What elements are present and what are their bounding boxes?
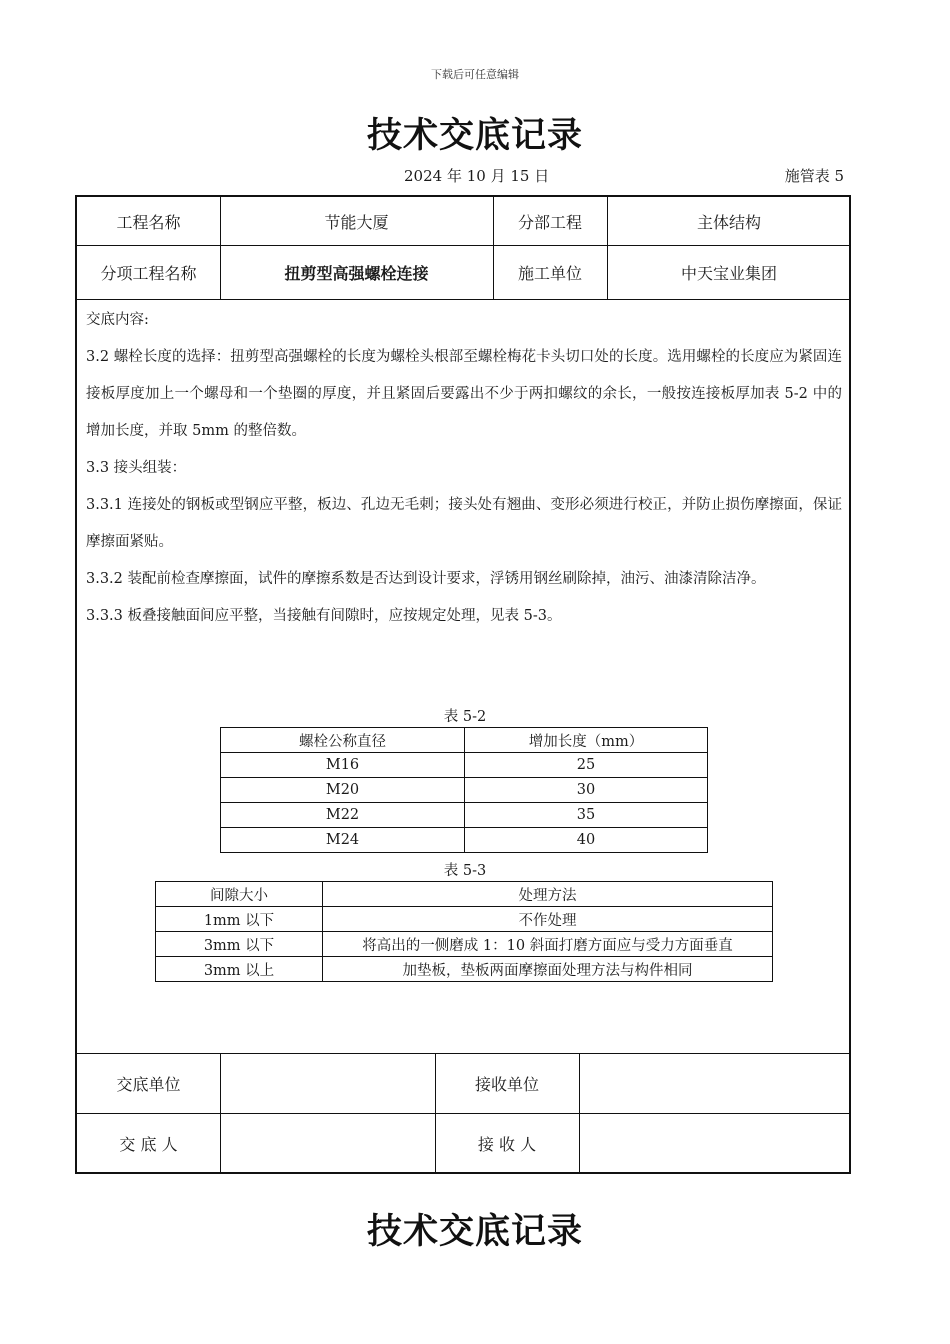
table-cell: 30 (465, 778, 708, 803)
content-paragraph: 3.2 螺栓长度的选择：扭剪型高强螺栓的长度为螺栓头根部至螺栓梅花卡头切口处的长度。选用螺栓的长度应为紧固连接板厚度加上一个螺母和一个垫圈的厚度，并且紧固后要露出不少于两扣螺纹的余长，一般按连接板厚加表 5-2 中的增加长度，并取 5mm 的整倍数。 (86, 349, 842, 439)
signature-row-units (77, 1053, 849, 1114)
content-paragraph: 3.3 接头组装： (86, 460, 187, 476)
bolt-length-table (220, 727, 708, 853)
content-paragraph: 3.3.1 连接处的钢板或型钢应平整，板边、孔边无毛刺；接头处有翘曲、变形必须进行校正，并防止损伤摩擦面，保证摩擦面紧贴。 (86, 497, 842, 550)
table-cell: M24 (221, 828, 465, 853)
table-row (221, 753, 708, 778)
table-row (156, 957, 773, 982)
table-cell: M22 (221, 803, 465, 828)
table-cell: 25 (465, 753, 708, 778)
content-heading: 交底内容: (86, 312, 149, 328)
issuer-person-label: 交 底 人 (119, 1134, 178, 1154)
record-form (75, 195, 851, 1174)
table53-caption: 表 5-3 (443, 863, 487, 879)
edit-note: 下载后可任意编辑 (431, 68, 519, 81)
disclosure-content (86, 302, 842, 635)
receiver-unit-field[interactable] (579, 1054, 851, 1113)
issuer-person-field[interactable] (220, 1114, 435, 1172)
document-date: 2024 年 10 月 15 日 (404, 167, 550, 185)
table-cell: 不作处理 (323, 907, 773, 932)
table-cell: M20 (221, 778, 465, 803)
table-header-cell: 增加长度（mm） (465, 728, 708, 753)
table-cell: 3mm 以上 (156, 957, 323, 982)
table-cell: 1mm 以下 (156, 907, 323, 932)
gap-treatment-table (155, 881, 773, 982)
info-row-subitem (77, 246, 849, 300)
table-cell: 将高出的一侧磨成 1：10 斜面打磨方面应与受力方面垂直 (323, 932, 773, 957)
content-paragraph: 3.3.3 板叠接触面间应平整，当接触有间隙时，应按规定处理，见表 5-3。 (86, 608, 562, 624)
receiver-unit-label: 接收单位 (474, 1075, 539, 1094)
table-cell: 3mm 以下 (156, 932, 323, 957)
table-cell: 40 (465, 828, 708, 853)
table-header-cell: 螺栓公称直径 (221, 728, 465, 753)
table-row (221, 778, 708, 803)
table-cell: 35 (465, 803, 708, 828)
content-paragraph: 3.3.2 装配前检查摩擦面，试件的摩擦系数是否达到设计要求，浮锈用钢丝刷除掉，油污、油漆清除洁净。 (86, 571, 766, 587)
table-header-row (156, 882, 773, 907)
table-cell: 加垫板，垫板两面摩擦面处理方法与构件相同 (323, 957, 773, 982)
receiver-person-field[interactable] (579, 1114, 851, 1172)
info-row-project (77, 197, 849, 246)
table-cell: M16 (221, 753, 465, 778)
issuer-unit-field[interactable] (220, 1054, 435, 1113)
table-row (221, 803, 708, 828)
form-number: 施管表 5 (784, 167, 844, 185)
page-title: 技术交底记录 (366, 116, 583, 156)
table-header-cell: 处理方法 (323, 882, 773, 907)
table-row (221, 828, 708, 853)
table-row (156, 932, 773, 957)
project-value: 节能大厦 (324, 212, 389, 232)
next-page-title: 技术交底记录 (366, 1212, 583, 1252)
table-header-row (221, 728, 708, 753)
subitem-value: 扭剪型高强螺栓连接 (284, 264, 429, 283)
table-header-cell: 间隙大小 (156, 882, 323, 907)
contractor-value: 中天宝业集团 (680, 264, 777, 283)
receiver-person-label: 接 收 人 (477, 1134, 537, 1154)
table-row (156, 907, 773, 932)
division-label: 分部工程 (517, 212, 582, 232)
signature-row-persons (77, 1114, 849, 1172)
division-value: 主体结构 (696, 212, 761, 232)
project-label: 工程名称 (116, 212, 181, 232)
table52-caption: 表 5-2 (443, 709, 487, 725)
subitem-label: 分项工程名称 (100, 264, 197, 283)
contractor-label: 施工单位 (517, 264, 582, 283)
issuer-unit-label: 交底单位 (116, 1075, 181, 1094)
